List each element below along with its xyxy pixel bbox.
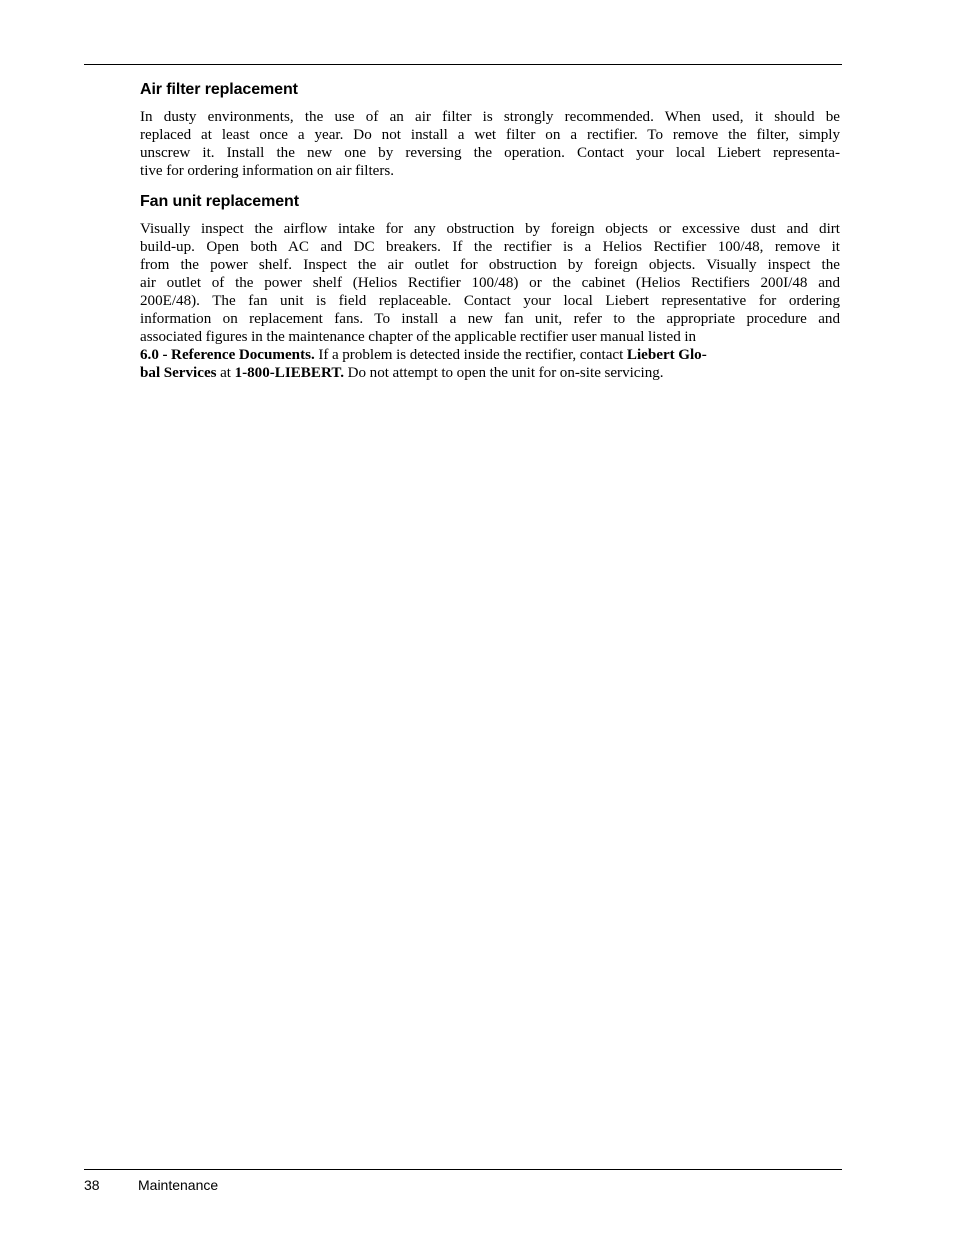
- text-line: Visually inspect the airflow intake for any obstruction by foreign objects or excessive dust and dirt: [140, 221, 840, 237]
- text-line: from the power shelf. Inspect the air outlet for obstruction by foreign objects. Visually inspect the: [140, 257, 840, 273]
- text-line: In dusty environments, the use of an air filter is strongly recommended. When used, it should be: [140, 109, 840, 125]
- footer-rule: [84, 1169, 842, 1170]
- page-content: [140, 80, 840, 382]
- liebert-global-services-name: Liebert Glo-: [626, 347, 707, 363]
- text-line: tive for ordering information on air filters.: [140, 163, 395, 179]
- footer-section-name: Maintenance: [138, 1177, 219, 1193]
- reference-documents-link: 6.0 - Reference Documents.: [140, 347, 315, 363]
- header-rule: [84, 64, 842, 65]
- text-line: 200E/48). The fan unit is field replaceable. Contact your local Liebert representative for ordering: [140, 293, 840, 309]
- inline-text: Do not attempt to open the unit for on-site servicing.: [344, 365, 664, 381]
- inline-text: If a problem is detected inside the rectifier, contact: [314, 347, 627, 363]
- liebert-global-services-name-cont: bal Services: [140, 365, 217, 381]
- page-number: 38: [84, 1177, 100, 1193]
- text-line: air outlet of the power shelf (Helios Rectifier 100/48) or the cabinet (Helios Rectifiers 200I/48 and: [140, 275, 840, 291]
- section-fan-unit: [140, 192, 840, 382]
- text-line: unscrew it. Install the new one by reversing the operation. Contact your local Liebert representa-: [140, 145, 840, 161]
- text-line: information on replacement fans. To install a new fan unit, refer to the appropriate procedure and: [140, 311, 840, 327]
- paragraph-fan-unit: [140, 220, 840, 382]
- text-line: replaced at least once a year. Do not install a wet filter on a rectifier. To remove the filter, simply: [140, 127, 840, 143]
- text-line-with-references: [140, 346, 840, 364]
- text-line: build-up. Open both AC and DC breakers. If the rectifier is a Helios Rectifier 100/48, remove it: [140, 239, 840, 255]
- section-heading-fan-unit: Fan unit replacement: [140, 193, 299, 210]
- text-line: associated figures in the maintenance chapter of the applicable rectifier user manual listed in: [140, 329, 697, 345]
- inline-text: at: [216, 365, 235, 381]
- section-air-filter: [140, 80, 840, 180]
- text-line-with-phone: [140, 364, 840, 382]
- phone-number: 1-800-LIEBERT.: [234, 365, 345, 381]
- paragraph-air-filter: [140, 108, 840, 180]
- section-heading-air-filter: Air filter replacement: [140, 81, 298, 98]
